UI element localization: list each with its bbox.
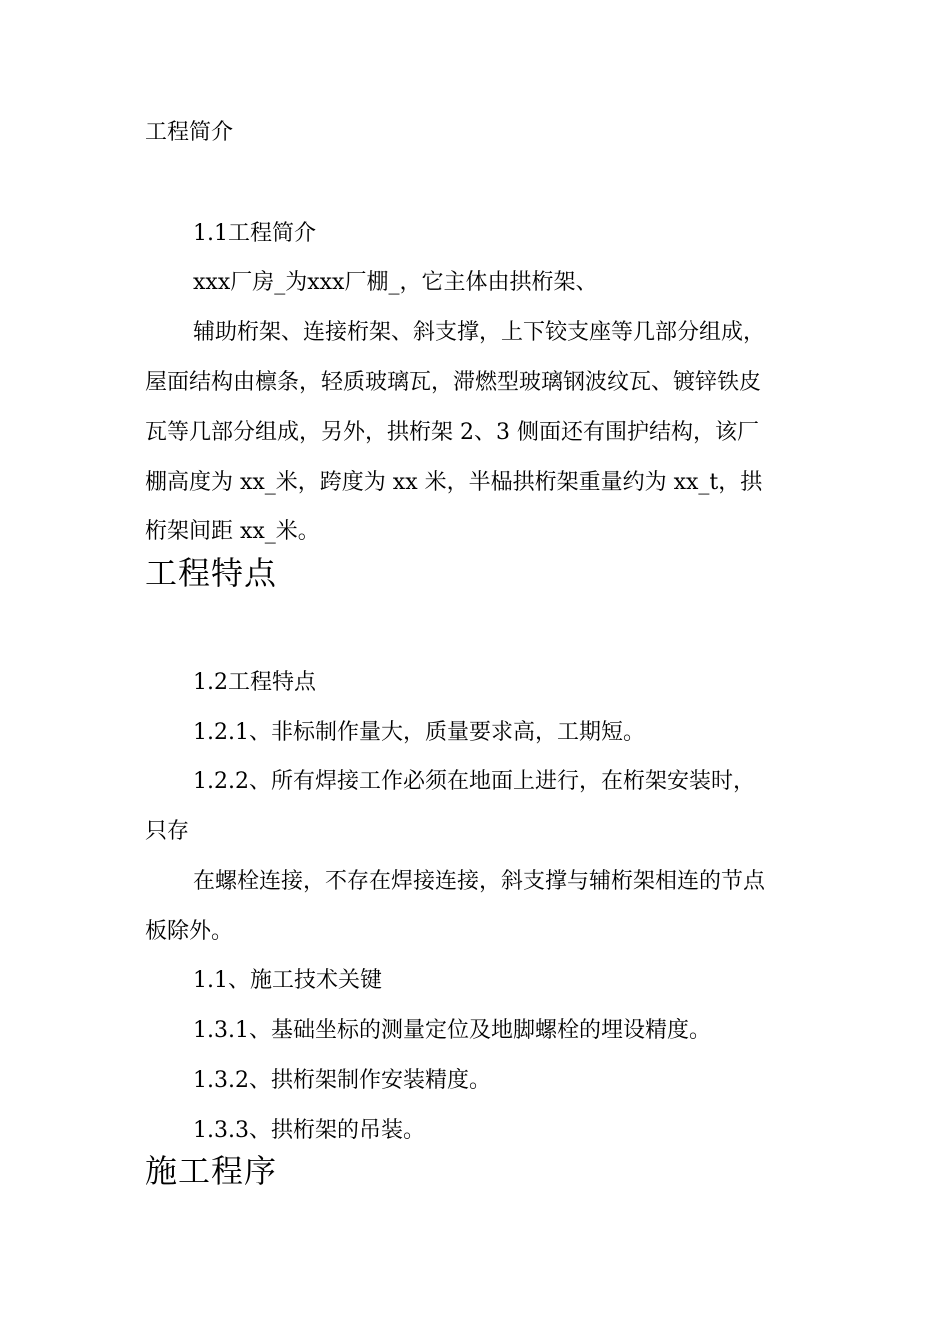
body-line: 在螺栓连接，不存在焊接连接，斜支撑与辅桁架相连的节点 (193, 869, 766, 894)
body-line: 瓦等几部分组成，另外，拱桁架 2、3 侧面还有围护结构，该厂 (145, 420, 759, 445)
list-item-continuation: 只存 (145, 819, 190, 844)
subheading-1-2: 1.2工程特点 (193, 670, 316, 695)
body-line: 辅助桁架、连接桁架、斜支撑，上下铰支座等几部分组成， (193, 320, 766, 345)
list-item: 1.3.3、拱桁架的吊装。 (193, 1118, 425, 1143)
list-item: 1.3.1、基础坐标的测量定位及地脚螺栓的埋设精度。 (193, 1018, 711, 1043)
body-line: 屋面结构由檩条，轻质玻璃瓦，滞燃型玻璃钢波纹瓦、镀锌铁皮 (145, 370, 762, 395)
list-item: 1.2.2、所有焊接工作必须在地面上进行，在桁架安装时， (193, 769, 755, 794)
list-item: 1.3.2、拱桁架制作安装精度。 (193, 1068, 491, 1093)
body-line: 板除外。 (145, 919, 234, 944)
heading-project-features: 工程特点 (145, 554, 278, 592)
subheading-key-techniques: 1.1、施工技术关键 (193, 968, 382, 993)
intro-paragraph: xxx厂房_为xxx厂棚_，它主体由拱桁架、 (193, 270, 598, 295)
body-line: 桁架间距 xx_米。 (145, 519, 320, 544)
heading-construction-procedure: 施工程序 (145, 1152, 278, 1190)
section-title: 工程简介 (145, 120, 234, 145)
subheading-1-1: 1.1工程简介 (193, 221, 316, 246)
body-line: 棚高度为 xx_米，跨度为 xx 米，半榀拱桁架重量约为 xx_t，拱 (145, 470, 763, 495)
list-item: 1.2.1、非标制作量大，质量要求高，工期短。 (193, 720, 645, 745)
